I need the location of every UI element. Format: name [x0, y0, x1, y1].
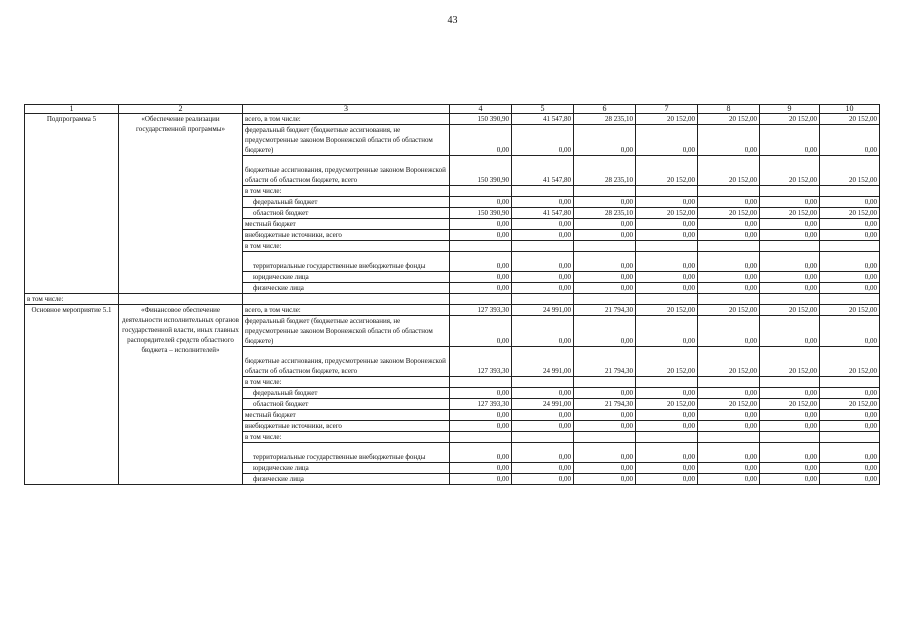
amount-cell: [820, 241, 880, 252]
funding-source-label: в том числе:: [243, 186, 450, 197]
amount-cell: 0,00: [512, 272, 574, 283]
amount-cell: 20 152,00: [636, 156, 698, 186]
amount-cell: 28 235,10: [574, 114, 636, 125]
amount-cell: 150 390,90: [450, 208, 512, 219]
amount-cell: 20 152,00: [760, 347, 820, 377]
amount-cell: 0,00: [636, 421, 698, 432]
amount-cell: 21 794,30: [574, 347, 636, 377]
amount-cell: 0,00: [820, 463, 880, 474]
amount-cell: 20 152,00: [760, 114, 820, 125]
amount-cell: [512, 377, 574, 388]
amount-cell: 20 152,00: [820, 208, 880, 219]
amount-cell: 0,00: [636, 272, 698, 283]
funding-source-label: областной бюджет: [243, 399, 450, 410]
funding-source-label: областной бюджет: [243, 208, 450, 219]
amount-cell: 0,00: [698, 283, 760, 294]
separator-label: в том числе:: [25, 294, 119, 305]
header-cell: 2: [119, 105, 243, 114]
amount-cell: 20 152,00: [698, 114, 760, 125]
amount-cell: 0,00: [450, 443, 512, 463]
amount-cell: 0,00: [574, 463, 636, 474]
empty-cell: [574, 294, 636, 305]
funding-source-label: внебюджетные источники, всего: [243, 230, 450, 241]
amount-cell: 0,00: [698, 474, 760, 485]
amount-cell: 0,00: [636, 463, 698, 474]
amount-cell: [450, 241, 512, 252]
empty-cell: [760, 294, 820, 305]
program-code: Подпрограмма 5: [25, 114, 119, 294]
funding-source-label: всего, в том числе:: [243, 305, 450, 316]
funding-source-label: местный бюджет: [243, 219, 450, 230]
funding-source-label: федеральный бюджет (бюджетные ассигнования, не предусмотренные законом Воронежской области об областном бюджете): [243, 125, 450, 156]
amount-cell: [698, 377, 760, 388]
amount-cell: [636, 186, 698, 197]
amount-cell: 0,00: [698, 272, 760, 283]
amount-cell: 0,00: [698, 421, 760, 432]
funding-source-label: в том числе:: [243, 432, 450, 443]
amount-cell: 0,00: [698, 463, 760, 474]
amount-cell: 20 152,00: [636, 208, 698, 219]
amount-cell: 0,00: [636, 316, 698, 347]
amount-cell: [698, 186, 760, 197]
funding-source-label: всего, в том числе:: [243, 114, 450, 125]
amount-cell: 0,00: [698, 388, 760, 399]
amount-cell: 20 152,00: [698, 399, 760, 410]
amount-cell: 20 152,00: [760, 399, 820, 410]
amount-cell: 20 152,00: [820, 156, 880, 186]
funding-source-label: юридические лица: [243, 463, 450, 474]
amount-cell: 0,00: [574, 219, 636, 230]
funding-source-label: местный бюджет: [243, 410, 450, 421]
header-cell: 7: [636, 105, 698, 114]
amount-cell: [574, 241, 636, 252]
amount-cell: 127 393,30: [450, 399, 512, 410]
amount-cell: 0,00: [760, 410, 820, 421]
amount-cell: 0,00: [760, 125, 820, 156]
amount-cell: 0,00: [820, 230, 880, 241]
amount-cell: [820, 377, 880, 388]
amount-cell: 0,00: [698, 197, 760, 208]
amount-cell: 0,00: [574, 125, 636, 156]
header-cell: 5: [512, 105, 574, 114]
amount-cell: [450, 432, 512, 443]
amount-cell: 0,00: [760, 252, 820, 272]
program-name: «Финансовое обеспечение деятельности исполнительных органов государственной власти, иных главных распорядителей средств областного бюджета – исполнителей»: [119, 305, 243, 485]
amount-cell: 0,00: [698, 410, 760, 421]
amount-cell: 0,00: [698, 219, 760, 230]
amount-cell: 0,00: [450, 219, 512, 230]
amount-cell: 0,00: [512, 283, 574, 294]
amount-cell: [512, 186, 574, 197]
amount-cell: 41 547,80: [512, 156, 574, 186]
amount-cell: [820, 186, 880, 197]
amount-cell: 0,00: [512, 463, 574, 474]
amount-cell: 20 152,00: [698, 156, 760, 186]
amount-cell: 0,00: [450, 230, 512, 241]
amount-cell: 0,00: [636, 283, 698, 294]
funding-source-label: бюджетные ассигнования, предусмотренные законом Воронежской области об областном бюджете, всего: [243, 347, 450, 377]
amount-cell: 0,00: [760, 388, 820, 399]
amount-cell: 0,00: [512, 219, 574, 230]
amount-cell: 0,00: [820, 443, 880, 463]
amount-cell: 21 794,30: [574, 305, 636, 316]
amount-cell: 0,00: [512, 410, 574, 421]
amount-cell: 0,00: [760, 474, 820, 485]
funding-source-label: территориальные государственные внебюджетные фонды: [243, 443, 450, 463]
funding-source-label: в том числе:: [243, 241, 450, 252]
amount-cell: 0,00: [450, 197, 512, 208]
amount-cell: 127 393,30: [450, 347, 512, 377]
amount-cell: [574, 432, 636, 443]
amount-cell: [636, 377, 698, 388]
amount-cell: 0,00: [574, 443, 636, 463]
amount-cell: 20 152,00: [820, 114, 880, 125]
amount-cell: [450, 186, 512, 197]
funding-source-label: физические лица: [243, 283, 450, 294]
amount-cell: 0,00: [512, 197, 574, 208]
amount-cell: 0,00: [574, 283, 636, 294]
amount-cell: 0,00: [512, 230, 574, 241]
amount-cell: 20 152,00: [760, 208, 820, 219]
amount-cell: [450, 377, 512, 388]
funding-source-label: бюджетные ассигнования, предусмотренные законом Воронежской области об областном бюджете, всего: [243, 156, 450, 186]
amount-cell: 0,00: [450, 388, 512, 399]
amount-cell: [760, 377, 820, 388]
amount-cell: 20 152,00: [698, 347, 760, 377]
amount-cell: [636, 241, 698, 252]
amount-cell: [574, 377, 636, 388]
header-cell: 9: [760, 105, 820, 114]
amount-cell: 20 152,00: [820, 305, 880, 316]
amount-cell: 20 152,00: [760, 156, 820, 186]
amount-cell: 0,00: [512, 421, 574, 432]
amount-cell: 0,00: [820, 421, 880, 432]
header-cell: 1: [25, 105, 119, 114]
amount-cell: 0,00: [636, 230, 698, 241]
amount-cell: 0,00: [820, 410, 880, 421]
amount-cell: 0,00: [450, 252, 512, 272]
amount-cell: 0,00: [636, 474, 698, 485]
amount-cell: 0,00: [760, 316, 820, 347]
funding-source-label: федеральный бюджет (бюджетные ассигнования, не предусмотренные законом Воронежской области об областном бюджете): [243, 316, 450, 347]
amount-cell: 0,00: [820, 219, 880, 230]
header-cell: 6: [574, 105, 636, 114]
page-number: 43: [447, 15, 458, 26]
funding-source-label: федеральный бюджет: [243, 388, 450, 399]
header-cell: 8: [698, 105, 760, 114]
funding-source-label: федеральный бюджет: [243, 197, 450, 208]
empty-cell: [512, 294, 574, 305]
empty-cell: [820, 294, 880, 305]
amount-cell: [760, 432, 820, 443]
amount-cell: [636, 432, 698, 443]
amount-cell: 0,00: [760, 421, 820, 432]
amount-cell: 0,00: [636, 252, 698, 272]
amount-cell: 0,00: [512, 252, 574, 272]
amount-cell: 0,00: [450, 272, 512, 283]
amount-cell: 41 547,80: [512, 208, 574, 219]
amount-cell: 28 235,10: [574, 208, 636, 219]
amount-cell: 0,00: [760, 230, 820, 241]
amount-cell: 0,00: [636, 443, 698, 463]
funding-source-label: внебюджетные источники, всего: [243, 421, 450, 432]
amount-cell: 0,00: [760, 197, 820, 208]
header-cell: 3: [243, 105, 450, 114]
amount-cell: 20 152,00: [636, 399, 698, 410]
amount-cell: 0,00: [698, 252, 760, 272]
amount-cell: 0,00: [574, 197, 636, 208]
amount-cell: 0,00: [820, 125, 880, 156]
amount-cell: 0,00: [820, 388, 880, 399]
table-body: [25, 105, 880, 485]
amount-cell: 0,00: [820, 272, 880, 283]
amount-cell: [698, 432, 760, 443]
amount-cell: 0,00: [512, 388, 574, 399]
amount-cell: 150 390,90: [450, 156, 512, 186]
amount-cell: 0,00: [760, 463, 820, 474]
amount-cell: 0,00: [574, 252, 636, 272]
amount-cell: 0,00: [698, 443, 760, 463]
amount-cell: 0,00: [820, 197, 880, 208]
amount-cell: [760, 186, 820, 197]
amount-cell: 0,00: [512, 474, 574, 485]
header-row: [25, 105, 880, 114]
amount-cell: 0,00: [820, 316, 880, 347]
amount-cell: 0,00: [574, 388, 636, 399]
funding-source-label: территориальные государственные внебюджетные фонды: [243, 252, 450, 272]
amount-cell: [512, 241, 574, 252]
amount-cell: 41 547,80: [512, 114, 574, 125]
amount-cell: 0,00: [636, 125, 698, 156]
amount-cell: 20 152,00: [760, 305, 820, 316]
amount-cell: 0,00: [450, 421, 512, 432]
empty-cell: [636, 294, 698, 305]
amount-cell: [512, 432, 574, 443]
program-code: Основное мероприятие 5.1: [25, 305, 119, 485]
amount-cell: 20 152,00: [698, 305, 760, 316]
amount-cell: 20 152,00: [698, 208, 760, 219]
amount-cell: 21 794,30: [574, 399, 636, 410]
amount-cell: 24 991,00: [512, 347, 574, 377]
amount-cell: 0,00: [512, 125, 574, 156]
empty-cell: [243, 294, 450, 305]
table-row: [25, 305, 880, 316]
amount-cell: 0,00: [574, 230, 636, 241]
funding-source-label: юридические лица: [243, 272, 450, 283]
amount-cell: 0,00: [636, 197, 698, 208]
header-cell: 10: [820, 105, 880, 114]
amount-cell: 24 991,00: [512, 305, 574, 316]
amount-cell: 0,00: [450, 410, 512, 421]
amount-cell: 28 235,10: [574, 156, 636, 186]
amount-cell: 0,00: [574, 421, 636, 432]
empty-cell: [119, 294, 243, 305]
amount-cell: [574, 186, 636, 197]
amount-cell: 0,00: [636, 219, 698, 230]
funding-source-label: в том числе:: [243, 377, 450, 388]
amount-cell: 0,00: [698, 316, 760, 347]
amount-cell: 0,00: [760, 272, 820, 283]
amount-cell: [698, 241, 760, 252]
amount-cell: 0,00: [760, 443, 820, 463]
amount-cell: 0,00: [574, 316, 636, 347]
amount-cell: 0,00: [574, 474, 636, 485]
amount-cell: 0,00: [574, 272, 636, 283]
funding-source-label: физические лица: [243, 474, 450, 485]
amount-cell: 0,00: [450, 316, 512, 347]
table-row: [25, 114, 880, 125]
amount-cell: 0,00: [698, 125, 760, 156]
empty-cell: [450, 294, 512, 305]
empty-cell: [698, 294, 760, 305]
amount-cell: 0,00: [512, 316, 574, 347]
amount-cell: 20 152,00: [820, 347, 880, 377]
amount-cell: 24 991,00: [512, 399, 574, 410]
amount-cell: 20 152,00: [820, 399, 880, 410]
amount-cell: 150 390,90: [450, 114, 512, 125]
amount-cell: 20 152,00: [636, 305, 698, 316]
amount-cell: 0,00: [760, 283, 820, 294]
amount-cell: 0,00: [760, 219, 820, 230]
separator-row: [25, 294, 880, 305]
budget-table: [24, 104, 880, 485]
amount-cell: 0,00: [636, 388, 698, 399]
amount-cell: 0,00: [820, 474, 880, 485]
header-cell: 4: [450, 105, 512, 114]
amount-cell: 0,00: [574, 410, 636, 421]
amount-cell: 0,00: [450, 463, 512, 474]
amount-cell: [760, 241, 820, 252]
amount-cell: 20 152,00: [636, 114, 698, 125]
amount-cell: 0,00: [512, 443, 574, 463]
amount-cell: 20 152,00: [636, 347, 698, 377]
amount-cell: 0,00: [450, 125, 512, 156]
amount-cell: 0,00: [450, 283, 512, 294]
amount-cell: 127 393,30: [450, 305, 512, 316]
amount-cell: 0,00: [698, 230, 760, 241]
amount-cell: 0,00: [450, 474, 512, 485]
amount-cell: 0,00: [820, 252, 880, 272]
amount-cell: [820, 432, 880, 443]
program-name: «Обеспечение реализации государственной программы»: [119, 114, 243, 294]
amount-cell: 0,00: [636, 410, 698, 421]
amount-cell: 0,00: [820, 283, 880, 294]
